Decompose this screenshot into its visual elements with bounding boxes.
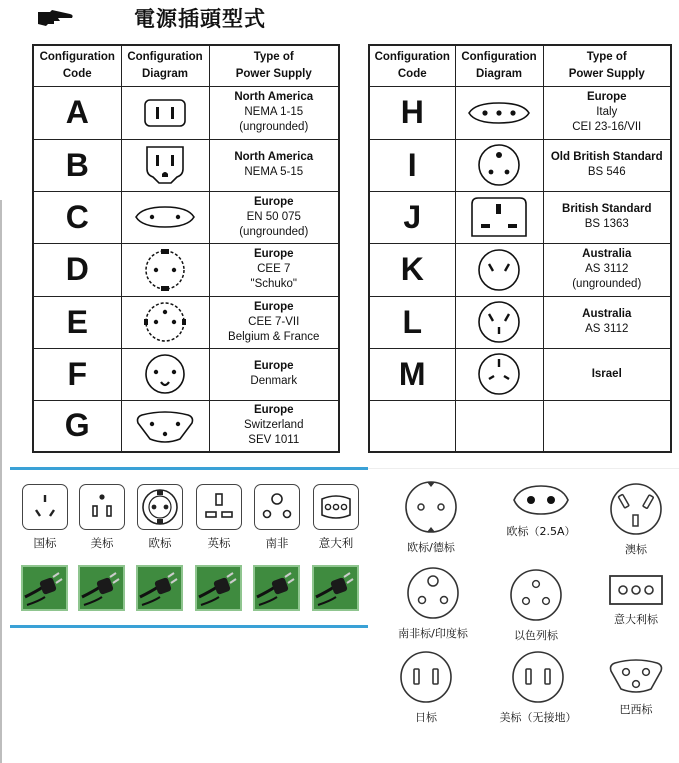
table-row	[33, 191, 339, 243]
table-header-row	[33, 45, 339, 86]
socket-italy-icon	[313, 484, 359, 530]
socket-brazil-icon	[606, 655, 666, 697]
type-line: Europe	[253, 248, 294, 260]
config-code: C	[33, 191, 121, 243]
power-supply-type	[543, 296, 671, 348]
panel-socket-label: 意大利标	[614, 613, 658, 626]
plug-diagram-b-icon	[141, 143, 189, 187]
type-line: AS 3112	[585, 323, 629, 335]
type-line: (ungrounded)	[239, 121, 309, 133]
power-supply-type	[209, 400, 339, 452]
power-supply-type	[543, 243, 671, 296]
config-code: A	[33, 86, 121, 139]
page-header	[36, 5, 266, 31]
config-diagram	[455, 296, 543, 348]
plug-diagram-i-icon	[475, 142, 523, 188]
panel-socket-japan	[396, 649, 456, 725]
power-supply-type	[543, 86, 671, 139]
power-supply-type	[209, 296, 339, 348]
config-code: E	[33, 296, 121, 348]
power-supply-type	[543, 191, 671, 243]
config-code: D	[33, 243, 121, 296]
plug-photo-uk	[195, 565, 242, 611]
plug-photo-eu	[136, 565, 183, 611]
type-line: CEI 23-16/VII	[572, 121, 642, 133]
power-supply-type	[209, 348, 339, 400]
type-line: Europe	[253, 195, 294, 208]
header-type: Type of Power Supply	[543, 45, 671, 86]
header-diagram: Configuration Diagram	[455, 45, 543, 86]
type-line: AS 3112	[585, 263, 629, 275]
type-line: North America	[234, 91, 314, 103]
cn-socket-label: 英标	[207, 536, 231, 550]
config-code: M	[369, 348, 455, 400]
socket-uk-icon	[196, 484, 242, 530]
config-diagram	[455, 191, 543, 243]
plug-diagram-m-icon	[475, 351, 523, 397]
socket-us-icon	[79, 484, 125, 530]
panel-socket-italy	[606, 573, 666, 627]
cn-socket-china	[22, 484, 68, 551]
page-title: 電源插頭型式	[134, 6, 266, 31]
cn-socket-us	[79, 484, 125, 551]
power-supply-type	[209, 243, 339, 296]
config-diagram	[455, 86, 543, 139]
plug-diagram-k-icon	[475, 247, 523, 293]
plug-diagram-f-icon	[141, 351, 189, 397]
panel-socket-eu-de	[396, 479, 466, 555]
socket-italy-icon	[606, 573, 666, 607]
type-line: Belgium & France	[228, 330, 320, 343]
config-diagram	[121, 296, 209, 348]
cn-socket-label: 意大利	[318, 536, 354, 550]
type-line: SEV 1011	[248, 434, 300, 447]
panel-socket-eu-2-5a	[501, 481, 581, 539]
plug-diagram-e-icon	[141, 298, 189, 346]
plug-photo-south-africa	[253, 565, 300, 611]
plug-diagram-a-icon	[141, 96, 189, 130]
socket-us-ungrounded-icon	[498, 649, 578, 705]
power-supply-type	[209, 191, 339, 243]
plug-diagram-c-icon	[132, 203, 198, 231]
panel-socket-label: 欧标（2.5A）	[506, 525, 576, 538]
type-line: "Schuko"	[250, 278, 298, 290]
panel-socket-label: 澳标	[625, 543, 647, 556]
type-line: British Standard	[562, 203, 652, 215]
config-code: I	[369, 139, 455, 191]
type-line: CEE 7-VII	[248, 315, 300, 328]
panel-socket-label: 南非标/印度标	[398, 627, 468, 640]
type-line: EN 50 075	[246, 210, 301, 223]
power-supply-type	[543, 348, 671, 400]
socket-eu-de-icon	[396, 479, 466, 535]
header-code: Configuration Code	[369, 45, 455, 86]
type-line: Australia	[582, 248, 632, 260]
config-diagram	[455, 243, 543, 296]
plug-diagram-h-icon	[465, 99, 533, 127]
panel-socket-brazil	[606, 655, 666, 717]
plug-diagram-l-icon	[475, 299, 523, 345]
config-code: F	[33, 348, 121, 400]
table-header-row	[369, 45, 671, 86]
config-diagram	[121, 243, 209, 296]
table-row	[369, 86, 671, 139]
table-row	[33, 348, 339, 400]
power-supply-type	[209, 86, 339, 139]
table-row	[33, 243, 339, 296]
config-code: J	[369, 191, 455, 243]
cn-socket-south-africa	[254, 484, 300, 551]
type-line: BS 546	[587, 166, 626, 178]
plug-photo-china	[21, 565, 68, 611]
cn-socket-label: 国标	[33, 536, 57, 550]
type-line: Europe	[253, 300, 294, 313]
config-diagram	[121, 86, 209, 139]
panel-socket-israel	[496, 567, 576, 643]
table-row	[369, 191, 671, 243]
socket-china-icon	[22, 484, 68, 530]
cn-socket-italy	[313, 484, 359, 551]
plug-diagram-g-icon	[134, 407, 196, 445]
panel-socket-label: 日标	[415, 711, 437, 724]
socket-eu-icon	[137, 484, 183, 530]
type-line: NEMA 5-15	[244, 166, 304, 178]
type-line: Europe	[253, 404, 294, 417]
config-diagram	[121, 348, 209, 400]
type-line: Europe	[253, 360, 294, 372]
type-line: Denmark	[250, 375, 298, 387]
table-row	[33, 86, 339, 139]
power-supply-type	[543, 139, 671, 191]
type-line: Europe	[586, 91, 627, 103]
panel-socket-south-africa-india	[388, 565, 478, 641]
left-edge-line	[0, 200, 2, 763]
cn-socket-eu	[137, 484, 183, 551]
socket-panel	[368, 468, 679, 734]
plug-photo-us	[78, 565, 125, 611]
type-line: North America	[234, 151, 314, 163]
plug-photo-italy	[312, 565, 359, 611]
config-diagram	[121, 400, 209, 452]
type-line: (ungrounded)	[572, 278, 642, 290]
header-type: Type of Power Supply	[209, 45, 339, 86]
panel-socket-us-ungrounded	[498, 649, 578, 725]
config-diagram	[455, 348, 543, 400]
type-line: Israel	[591, 367, 622, 380]
type-line: (ungrounded)	[239, 225, 309, 238]
socket-eu-2-5a-icon	[501, 481, 581, 519]
plug-table-right	[368, 44, 672, 453]
config-code	[369, 400, 455, 452]
cn-socket-uk	[196, 484, 242, 551]
pointing-hand-icon	[36, 8, 76, 28]
type-line: Old British Standard	[550, 151, 663, 163]
config-diagram	[455, 139, 543, 191]
socket-israel-icon	[496, 567, 576, 623]
header-diagram: Configuration Diagram	[121, 45, 209, 86]
cn-socket-label: 欧标	[148, 536, 172, 550]
table-row	[33, 296, 339, 348]
socket-south-africa-icon	[254, 484, 300, 530]
type-line: Australia	[582, 308, 632, 320]
config-code: H	[369, 86, 455, 139]
plug-table-left	[32, 44, 340, 453]
panel-socket-label: 美标（无接地）	[499, 711, 577, 724]
table-row	[369, 243, 671, 296]
type-line: Switzerland	[244, 419, 304, 432]
table-row	[369, 139, 671, 191]
socket-japan-icon	[396, 649, 456, 705]
config-diagram	[121, 139, 209, 191]
socket-south-africa-india-icon	[388, 565, 478, 621]
config-diagram	[121, 191, 209, 243]
type-line: CEE 7	[257, 263, 291, 275]
plug-diagram-d-icon	[141, 246, 189, 294]
config-code: K	[369, 243, 455, 296]
divider-bottom	[10, 625, 368, 628]
table-row	[369, 348, 671, 400]
divider-top	[10, 467, 368, 470]
table-row	[369, 400, 671, 452]
power-supply-type	[209, 139, 339, 191]
type-line: NEMA 1-15	[244, 106, 304, 118]
type-line: BS 1363	[584, 218, 629, 230]
table-row	[33, 139, 339, 191]
panel-socket-label: 欧标/德标	[407, 541, 455, 554]
cn-socket-label: 美标	[90, 536, 114, 550]
plug-diagram-j-icon	[468, 194, 530, 240]
table-row	[369, 296, 671, 348]
panel-socket-label: 巴西标	[619, 703, 653, 716]
cn-socket-label: 南非	[265, 536, 289, 550]
power-supply-type	[543, 400, 671, 452]
panel-socket-australia	[606, 481, 666, 557]
config-diagram	[455, 400, 543, 452]
panel-socket-label: 以色列标	[514, 629, 558, 642]
header-code: Configuration Code	[33, 45, 121, 86]
table-row	[33, 400, 339, 452]
socket-australia-icon	[606, 481, 666, 537]
config-code: L	[369, 296, 455, 348]
config-code: G	[33, 400, 121, 452]
type-line: Italy	[596, 106, 618, 118]
config-code: B	[33, 139, 121, 191]
